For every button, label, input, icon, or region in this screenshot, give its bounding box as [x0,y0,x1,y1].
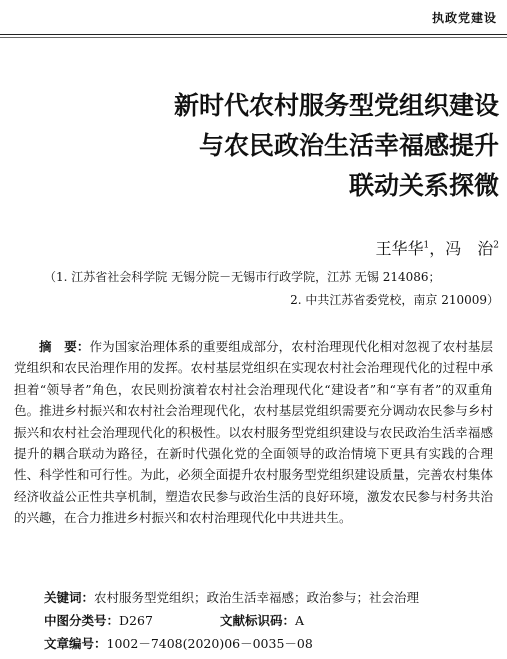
header-rule-thin [0,37,507,38]
article-number [44,634,313,652]
doc-code-value: A [295,613,305,628]
clc-label: 中图分类号： [44,613,120,628]
authors [375,236,499,259]
article-no-label: 文章编号： [44,636,107,651]
author-separator: ， [429,239,446,258]
author-1-sup: 1 [423,240,430,251]
clc-number [44,611,153,629]
title-line-3: 联动关系探微 [348,171,499,200]
title-line-2: 与农民政治生活幸福感提升 [198,131,499,160]
keywords-label: 关键词： [44,590,95,605]
author-1: 王华华 [375,239,424,258]
abstract-text: 作为国家治理体系的重要组成部分，农村治理现代化相对忽视了农村基层党组织和农民治理作用的发挥。农村基层党组织在实现农村社会治理现代化的过程中承担着“领导者”角色，农民则扮演着农村社会治理现代化“建设者”和“享有者”的双重角色。推进乡村振兴和农村社会治理现代化，农村基层党组织需要充分调动农民参与乡村振兴和农村社会治理现代化的积极性。以农村服务型党组织建设与农民政治生活幸福感提升的耦合联动为路径，在新时代强化党的全面领导的政治情境下更具有实践的合理性、科学性和可行性。为此，必须全面提升农村服务型党组织建设质量，完善农村集体经济收益公正性共享机制，塑造农民参与政治生活的良好环境，激发农民参与村务共治的兴趣，在合力推进乡村振兴和农村治理现代化中共进共生。 [14,339,493,526]
abstract [14,336,493,529]
article-no-value: 1002－7408(2020)06－0035－08 [106,636,313,651]
keywords [44,588,419,606]
clc-value: D267 [119,613,153,628]
affiliation-line-2: 2. 中共江苏省委党校，南京 210009） [290,293,499,307]
author-2-sup: 2 [493,240,499,251]
abstract-label: 摘 要： [39,339,90,354]
column-label: 执政党建设 [431,11,497,25]
author-2: 冯 治 [445,239,494,258]
header-rule [0,34,507,35]
keywords-value: 农村服务型党组织；政治生活幸福感；政治参与；社会治理 [94,590,420,605]
document-code [220,611,304,629]
doc-code-label: 文献标识码： [220,613,296,628]
article-title [19,86,499,206]
title-line-1: 新时代农村服务型党组织建设 [173,91,499,120]
affiliation-line-1: （1. 江苏省社会科学院 无锡分院－无锡市行政学院，江苏 无锡 214086； [44,270,441,284]
